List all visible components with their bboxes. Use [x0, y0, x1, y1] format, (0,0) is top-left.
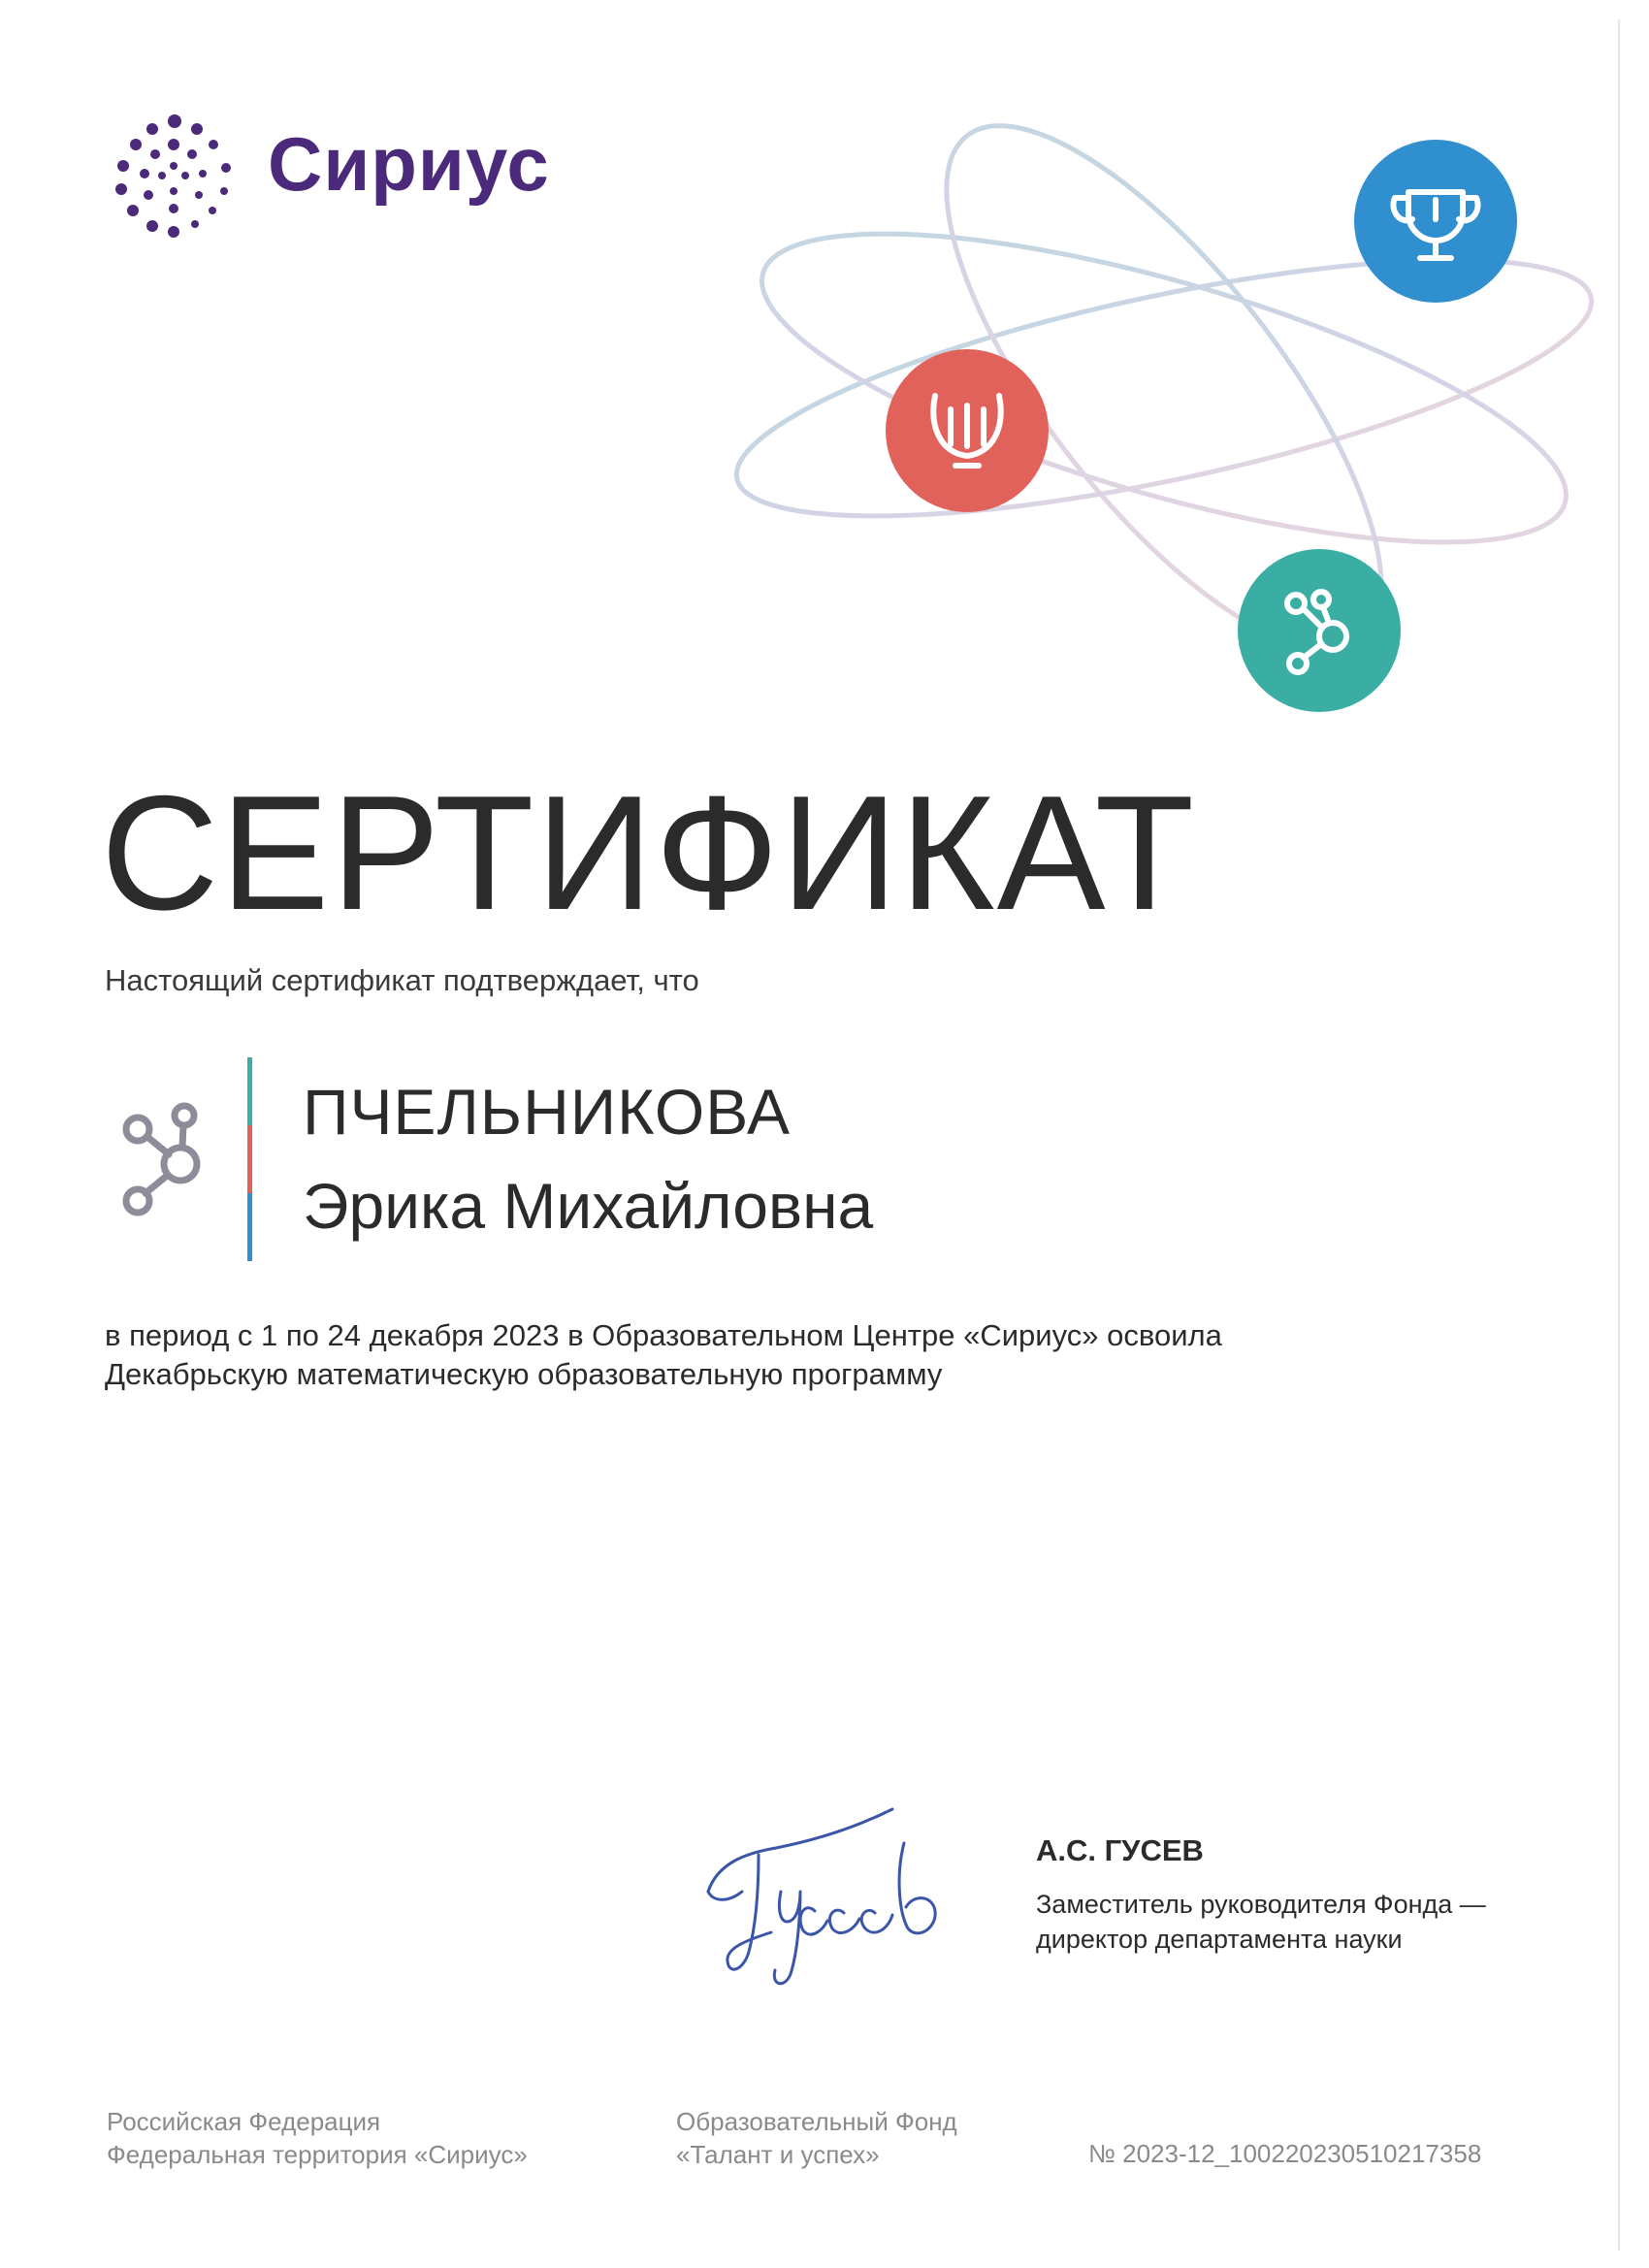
signatory-role — [1036, 1887, 1579, 1957]
signatory-role-line-1: Заместитель руководителя Фонда — — [1036, 1890, 1486, 1919]
sirius-logo-icon — [102, 102, 247, 247]
recipient-given-names: Эрика Михайловна — [303, 1170, 874, 1242]
molecule-icon — [116, 1094, 213, 1220]
footer-location — [107, 2105, 528, 2171]
footer-foundation — [676, 2105, 957, 2171]
footer-mid-line-2: «Талант и успех» — [676, 2140, 880, 2169]
signatory-role-line-2: директор департамента науки — [1036, 1925, 1403, 1954]
footer-left-line-2: Федеральная территория «Сириус» — [107, 2140, 528, 2169]
body-line-2: Декабрьскую математическую образовательную программу — [105, 1357, 943, 1391]
sirius-logo-text: Сириус — [268, 121, 550, 207]
body-line-1: в период с 1 по 24 декабря 2023 в Образовательном Центре «Сириус» освоила — [105, 1318, 1222, 1352]
name-accent-bar — [247, 1057, 252, 1261]
certificate-body — [105, 1316, 1366, 1394]
signatory-name: А.С. ГУСЕВ — [1036, 1833, 1204, 1867]
trophy-circle — [1354, 140, 1517, 303]
recipient-surname: ПЧЕЛЬНИКОВА — [303, 1076, 792, 1148]
scan-edge-line — [1618, 19, 1620, 2251]
footer-left-line-1: Российская Федерация — [107, 2107, 381, 2136]
certificate-title: СЕРТИФИКАТ — [101, 761, 1197, 944]
lyre-circle — [886, 349, 1049, 512]
handwritten-signature — [698, 1785, 1009, 2008]
orbit-decoration — [621, 97, 1610, 737]
molecule-circle — [1238, 549, 1401, 712]
footer-mid-line-1: Образовательный Фонд — [676, 2107, 957, 2136]
certificate-number: № 2023-12_100220230510217358 — [1088, 2139, 1482, 2168]
confirmation-text: Настоящий сертификат подтверждает, что — [105, 963, 699, 997]
